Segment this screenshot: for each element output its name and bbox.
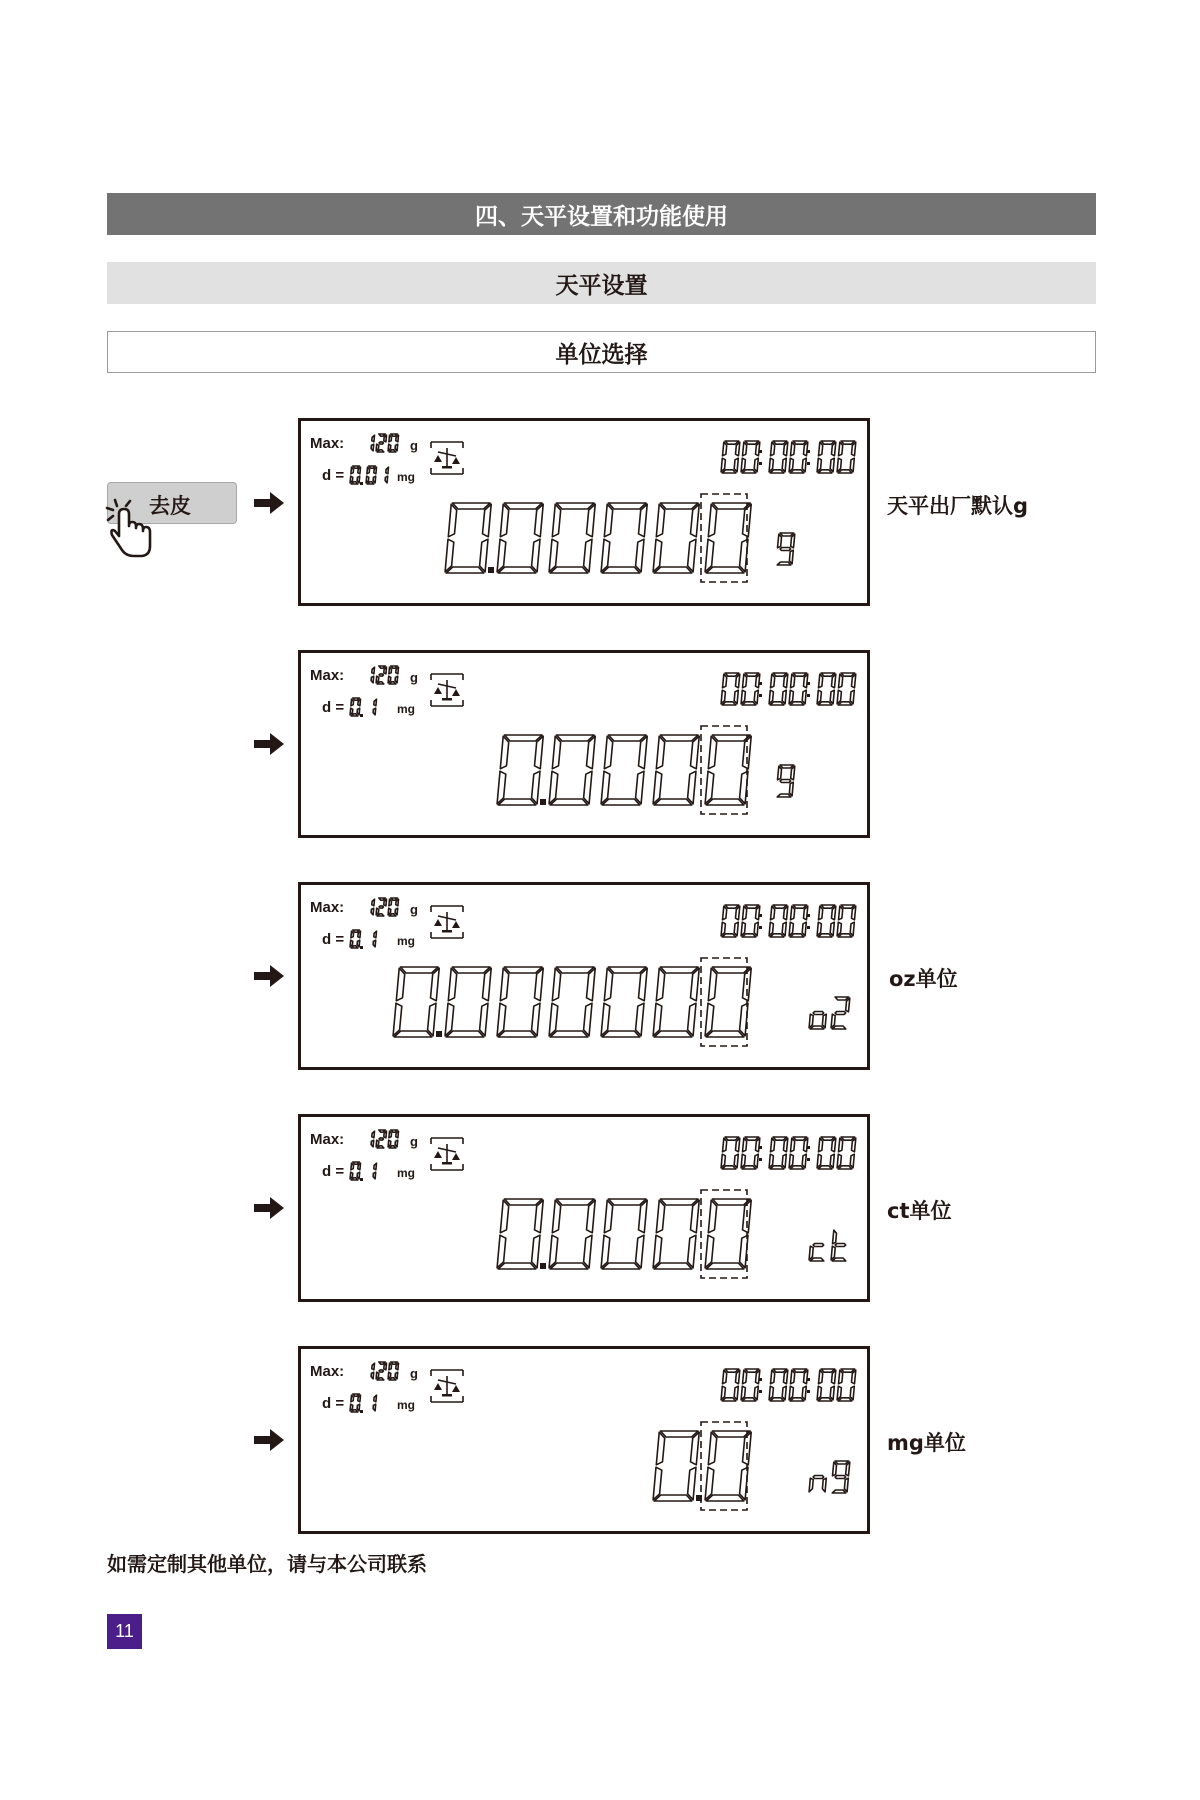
clock-digit bbox=[721, 673, 740, 705]
balance-display-2 bbox=[298, 650, 870, 838]
right-arrow-icon bbox=[254, 965, 284, 987]
clock-digit bbox=[721, 905, 740, 937]
max-value-digit bbox=[376, 898, 386, 916]
max-value-digit bbox=[376, 666, 386, 684]
max-unit: g bbox=[410, 902, 418, 917]
balance-scale-icon bbox=[431, 1370, 463, 1402]
reading-digit bbox=[705, 967, 751, 1037]
resolution-unit: mg bbox=[397, 934, 415, 948]
resolution-value-decimal-point bbox=[360, 714, 363, 717]
reading-digit bbox=[705, 1199, 751, 1269]
resolution-value-digit bbox=[350, 698, 360, 716]
clock-colon bbox=[759, 1158, 762, 1161]
clock-colon bbox=[807, 682, 810, 685]
weight-unit-oz bbox=[809, 997, 850, 1029]
max-value-digit bbox=[388, 666, 398, 684]
clock-colon bbox=[759, 1378, 762, 1381]
resolution-value-digit bbox=[350, 1394, 360, 1412]
max-unit: g bbox=[410, 438, 418, 453]
page-number: 11 bbox=[107, 1614, 142, 1649]
reading-decimal-point bbox=[488, 567, 494, 573]
reading-digit bbox=[549, 503, 595, 573]
clock-colon bbox=[759, 1390, 762, 1393]
resolution-value-digit bbox=[373, 1163, 376, 1179]
clock-colon bbox=[807, 694, 810, 697]
subsection-title: 天平设置 bbox=[555, 272, 648, 299]
weight-unit-g bbox=[777, 765, 795, 797]
clock-digit bbox=[741, 673, 760, 705]
reading-digit bbox=[497, 735, 543, 805]
reading-digit bbox=[445, 967, 491, 1037]
clock-colon bbox=[807, 1146, 810, 1149]
reading-digit bbox=[497, 967, 543, 1037]
right-arrow-icon bbox=[254, 1429, 284, 1451]
resolution-value-decimal-point bbox=[360, 1410, 363, 1413]
max-label: Max: bbox=[310, 435, 345, 452]
resolution-value-digit bbox=[385, 467, 388, 483]
resolution-value-digit bbox=[366, 466, 376, 484]
max-unit: g bbox=[410, 1134, 418, 1149]
section-title: 四、天平设置和功能使用 bbox=[475, 203, 728, 230]
max-value-digit bbox=[388, 434, 398, 452]
reading-digit bbox=[445, 503, 491, 573]
resolution-label: d = bbox=[322, 1163, 345, 1180]
resolution-value-decimal-point bbox=[360, 1178, 363, 1181]
clock-digit bbox=[741, 1137, 760, 1169]
clock-digit bbox=[741, 441, 760, 473]
clock-digit bbox=[837, 1137, 856, 1169]
clock-colon bbox=[807, 914, 810, 917]
resolution-value-digit bbox=[350, 930, 360, 948]
max-unit: g bbox=[410, 670, 418, 685]
max-label: Max: bbox=[310, 1363, 345, 1380]
unit-note: ct单位 bbox=[887, 1199, 952, 1223]
resolution-unit: mg bbox=[397, 1166, 415, 1180]
clock-digit bbox=[741, 1369, 760, 1401]
resolution-label: d = bbox=[322, 931, 345, 948]
clock-digit bbox=[837, 905, 856, 937]
reading-digit bbox=[705, 735, 751, 805]
resolution-unit: mg bbox=[397, 702, 415, 716]
resolution-label: d = bbox=[322, 467, 345, 484]
clock-digit bbox=[837, 673, 856, 705]
tare-button-label: 去皮 bbox=[149, 494, 191, 518]
reading-digit bbox=[601, 735, 647, 805]
clock-digit bbox=[721, 1369, 740, 1401]
resolution-value-decimal-point bbox=[360, 946, 363, 949]
max-value-digit bbox=[371, 435, 374, 451]
balance-scale-icon bbox=[431, 674, 463, 706]
balance-scale-icon bbox=[431, 906, 463, 938]
clock-colon bbox=[807, 1158, 810, 1161]
reading-digit bbox=[393, 967, 439, 1037]
topic-title: 单位选择 bbox=[555, 341, 648, 368]
reading-decimal-point bbox=[540, 799, 546, 805]
right-arrow-icon bbox=[254, 1197, 284, 1219]
reading-digit bbox=[705, 503, 751, 573]
right-arrow-icon bbox=[254, 733, 284, 755]
max-value-digit bbox=[376, 1130, 386, 1148]
reading-digit bbox=[653, 1431, 699, 1501]
reading-digit bbox=[653, 503, 699, 573]
max-value-digit bbox=[388, 898, 398, 916]
max-value-digit bbox=[371, 899, 374, 915]
weight-unit-ct bbox=[809, 1230, 846, 1261]
clock-colon bbox=[807, 462, 810, 465]
unit-note: mg单位 bbox=[887, 1431, 966, 1455]
resolution-value-digit bbox=[373, 1395, 376, 1411]
resolution-unit: mg bbox=[397, 470, 415, 484]
clock-digit bbox=[721, 441, 740, 473]
clock-colon bbox=[759, 462, 762, 465]
resolution-label: d = bbox=[322, 1395, 345, 1412]
resolution-value-digit bbox=[373, 699, 376, 715]
clock-colon bbox=[759, 694, 762, 697]
resolution-label: d = bbox=[322, 699, 345, 716]
balance-scale-icon bbox=[431, 1138, 463, 1170]
balance-scale-icon bbox=[431, 442, 463, 474]
clock-colon bbox=[807, 450, 810, 453]
balance-display-5 bbox=[298, 1346, 870, 1534]
footer-note: 如需定制其他单位，请与本公司联系 bbox=[107, 1552, 427, 1576]
reading-digit bbox=[601, 503, 647, 573]
reading-digit bbox=[653, 735, 699, 805]
clock-digit bbox=[769, 673, 788, 705]
clock-digit bbox=[741, 905, 760, 937]
reading-digit bbox=[601, 1199, 647, 1269]
clock-digit bbox=[817, 441, 836, 473]
clock-digit bbox=[721, 1137, 740, 1169]
max-label: Max: bbox=[310, 667, 345, 684]
clock-colon bbox=[759, 1146, 762, 1149]
clock-digit bbox=[769, 905, 788, 937]
right-arrow-icon bbox=[254, 492, 284, 514]
clock-digit bbox=[789, 441, 808, 473]
reading-digit bbox=[601, 967, 647, 1037]
clock-colon bbox=[807, 926, 810, 929]
max-label: Max: bbox=[310, 899, 345, 916]
max-unit: g bbox=[410, 1366, 418, 1381]
clock-digit bbox=[817, 1369, 836, 1401]
max-value-digit bbox=[376, 434, 386, 452]
pointer-hand-icon bbox=[104, 492, 156, 562]
clock-digit bbox=[769, 441, 788, 473]
reading-digit bbox=[653, 1199, 699, 1269]
balance-display-3 bbox=[298, 882, 870, 1070]
clock-digit bbox=[817, 905, 836, 937]
resolution-value-digit bbox=[350, 466, 360, 484]
clock-digit bbox=[789, 905, 808, 937]
unit-note: oz单位 bbox=[889, 967, 958, 991]
clock-digit bbox=[817, 1137, 836, 1169]
reading-digit bbox=[549, 967, 595, 1037]
unit-note: 天平出厂默认g bbox=[887, 494, 1029, 518]
max-value-digit bbox=[376, 1362, 386, 1380]
clock-digit bbox=[817, 673, 836, 705]
reading-digit bbox=[705, 1431, 751, 1501]
resolution-value-digit bbox=[373, 931, 376, 947]
clock-digit bbox=[769, 1137, 788, 1169]
reading-digit bbox=[653, 967, 699, 1037]
clock-digit bbox=[789, 1369, 808, 1401]
weight-unit-mg bbox=[809, 1461, 850, 1493]
max-value-digit bbox=[371, 667, 374, 683]
weight-unit-g bbox=[777, 533, 795, 565]
clock-colon bbox=[807, 1378, 810, 1381]
reading-digit bbox=[497, 503, 543, 573]
reading-decimal-point bbox=[436, 1031, 442, 1037]
balance-display-1 bbox=[298, 418, 870, 606]
max-value-digit bbox=[388, 1130, 398, 1148]
reading-digit bbox=[549, 1199, 595, 1269]
clock-digit bbox=[769, 1369, 788, 1401]
topic-title-bar bbox=[107, 331, 1096, 373]
resolution-unit: mg bbox=[397, 1398, 415, 1412]
subsection-title-bar bbox=[107, 262, 1096, 304]
clock-colon bbox=[759, 914, 762, 917]
section-title-bar bbox=[107, 193, 1096, 235]
clock-digit bbox=[789, 673, 808, 705]
max-value-digit bbox=[371, 1131, 374, 1147]
clock-digit bbox=[837, 441, 856, 473]
clock-digit bbox=[789, 1137, 808, 1169]
reading-digit bbox=[497, 1199, 543, 1269]
clock-colon bbox=[759, 450, 762, 453]
max-value-digit bbox=[371, 1363, 374, 1379]
clock-digit bbox=[837, 1369, 856, 1401]
resolution-value-digit bbox=[350, 1162, 360, 1180]
reading-decimal-point bbox=[540, 1263, 546, 1269]
balance-display-4 bbox=[298, 1114, 870, 1302]
max-value-digit bbox=[388, 1362, 398, 1380]
clock-colon bbox=[759, 926, 762, 929]
max-label: Max: bbox=[310, 1131, 345, 1148]
reading-digit bbox=[549, 735, 595, 805]
clock-colon bbox=[807, 1390, 810, 1393]
resolution-value-decimal-point bbox=[360, 482, 363, 485]
clock-colon bbox=[759, 682, 762, 685]
